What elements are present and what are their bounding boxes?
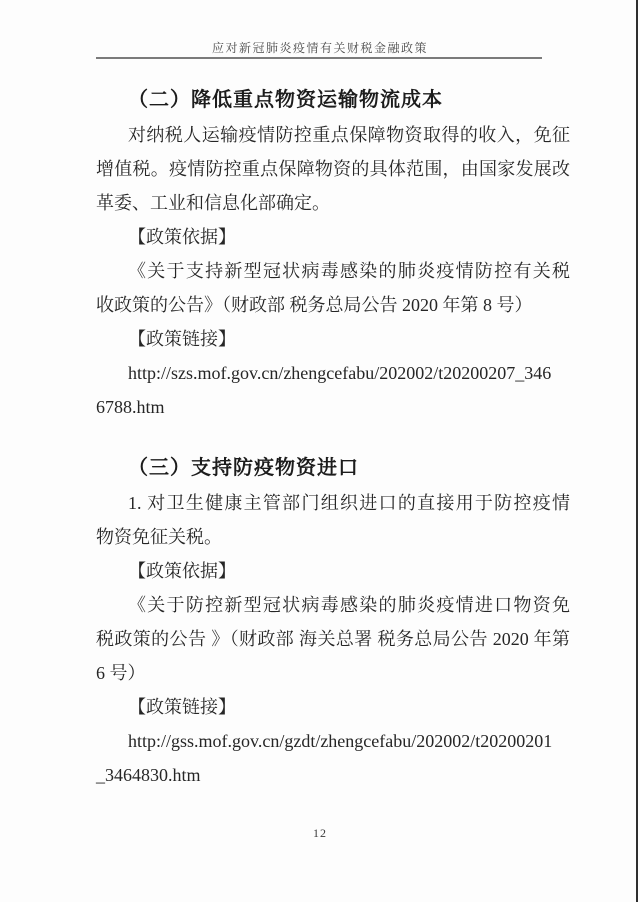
policy-basis-line: 收政策的公告》（财政部 税务总局公告 2020 年第 8 号） <box>96 295 533 315</box>
running-header: 应对新冠肺炎疫情有关财税金融政策 <box>211 41 428 55</box>
policy-url-line: http://gss.mof.gov.cn/gzdt/zhengcefabu/202002/t20200201 <box>128 731 553 751</box>
policy-url-line: http://szs.mof.gov.cn/zhengcefabu/202002/t20200207_346 <box>128 363 552 383</box>
paragraph-line: 1. 对卫生健康主管部门组织进口的直接用于防控疫情 <box>128 493 570 513</box>
paragraph-line: 增值税。疫情防控重点保障物资的具体范围，由国家发展改 <box>96 159 570 179</box>
page-content <box>96 82 570 792</box>
policy-link-label: 【政策链接】 <box>128 697 236 717</box>
paragraph-line: 对纳税人运输疫情防控重点保障物资取得的收入，免征 <box>128 125 570 145</box>
policy-url-line: _3464830.htm <box>96 765 201 785</box>
policy-basis-line: 《关于防控新型冠状病毒感染的肺炎疫情进口物资免 <box>128 595 570 615</box>
page-number: 12 <box>313 826 327 840</box>
policy-basis-line: 6 号） <box>96 663 146 683</box>
section-heading-2: （二）降低重点物资运输物流成本 <box>128 89 443 111</box>
policy-link-label: 【政策链接】 <box>128 329 236 349</box>
policy-basis-line: 税政策的公告 》（财政部 海关总署 税务总局公告 2020 年第 <box>96 629 570 649</box>
header-rule-divider <box>96 57 542 59</box>
scan-edge-line <box>636 0 638 902</box>
policy-basis-line: 《关于支持新型冠状病毒感染的肺炎疫情防控有关税 <box>128 261 570 281</box>
section-heading-3: （三）支持防疫物资进口 <box>128 457 359 479</box>
paragraph-line: 革委、工业和信息化部确定。 <box>96 193 330 213</box>
policy-basis-label: 【政策依据】 <box>128 227 236 247</box>
policy-url-line: 6788.htm <box>96 397 165 417</box>
paragraph-line: 物资免征关税。 <box>96 527 222 547</box>
policy-basis-label: 【政策依据】 <box>128 561 236 581</box>
